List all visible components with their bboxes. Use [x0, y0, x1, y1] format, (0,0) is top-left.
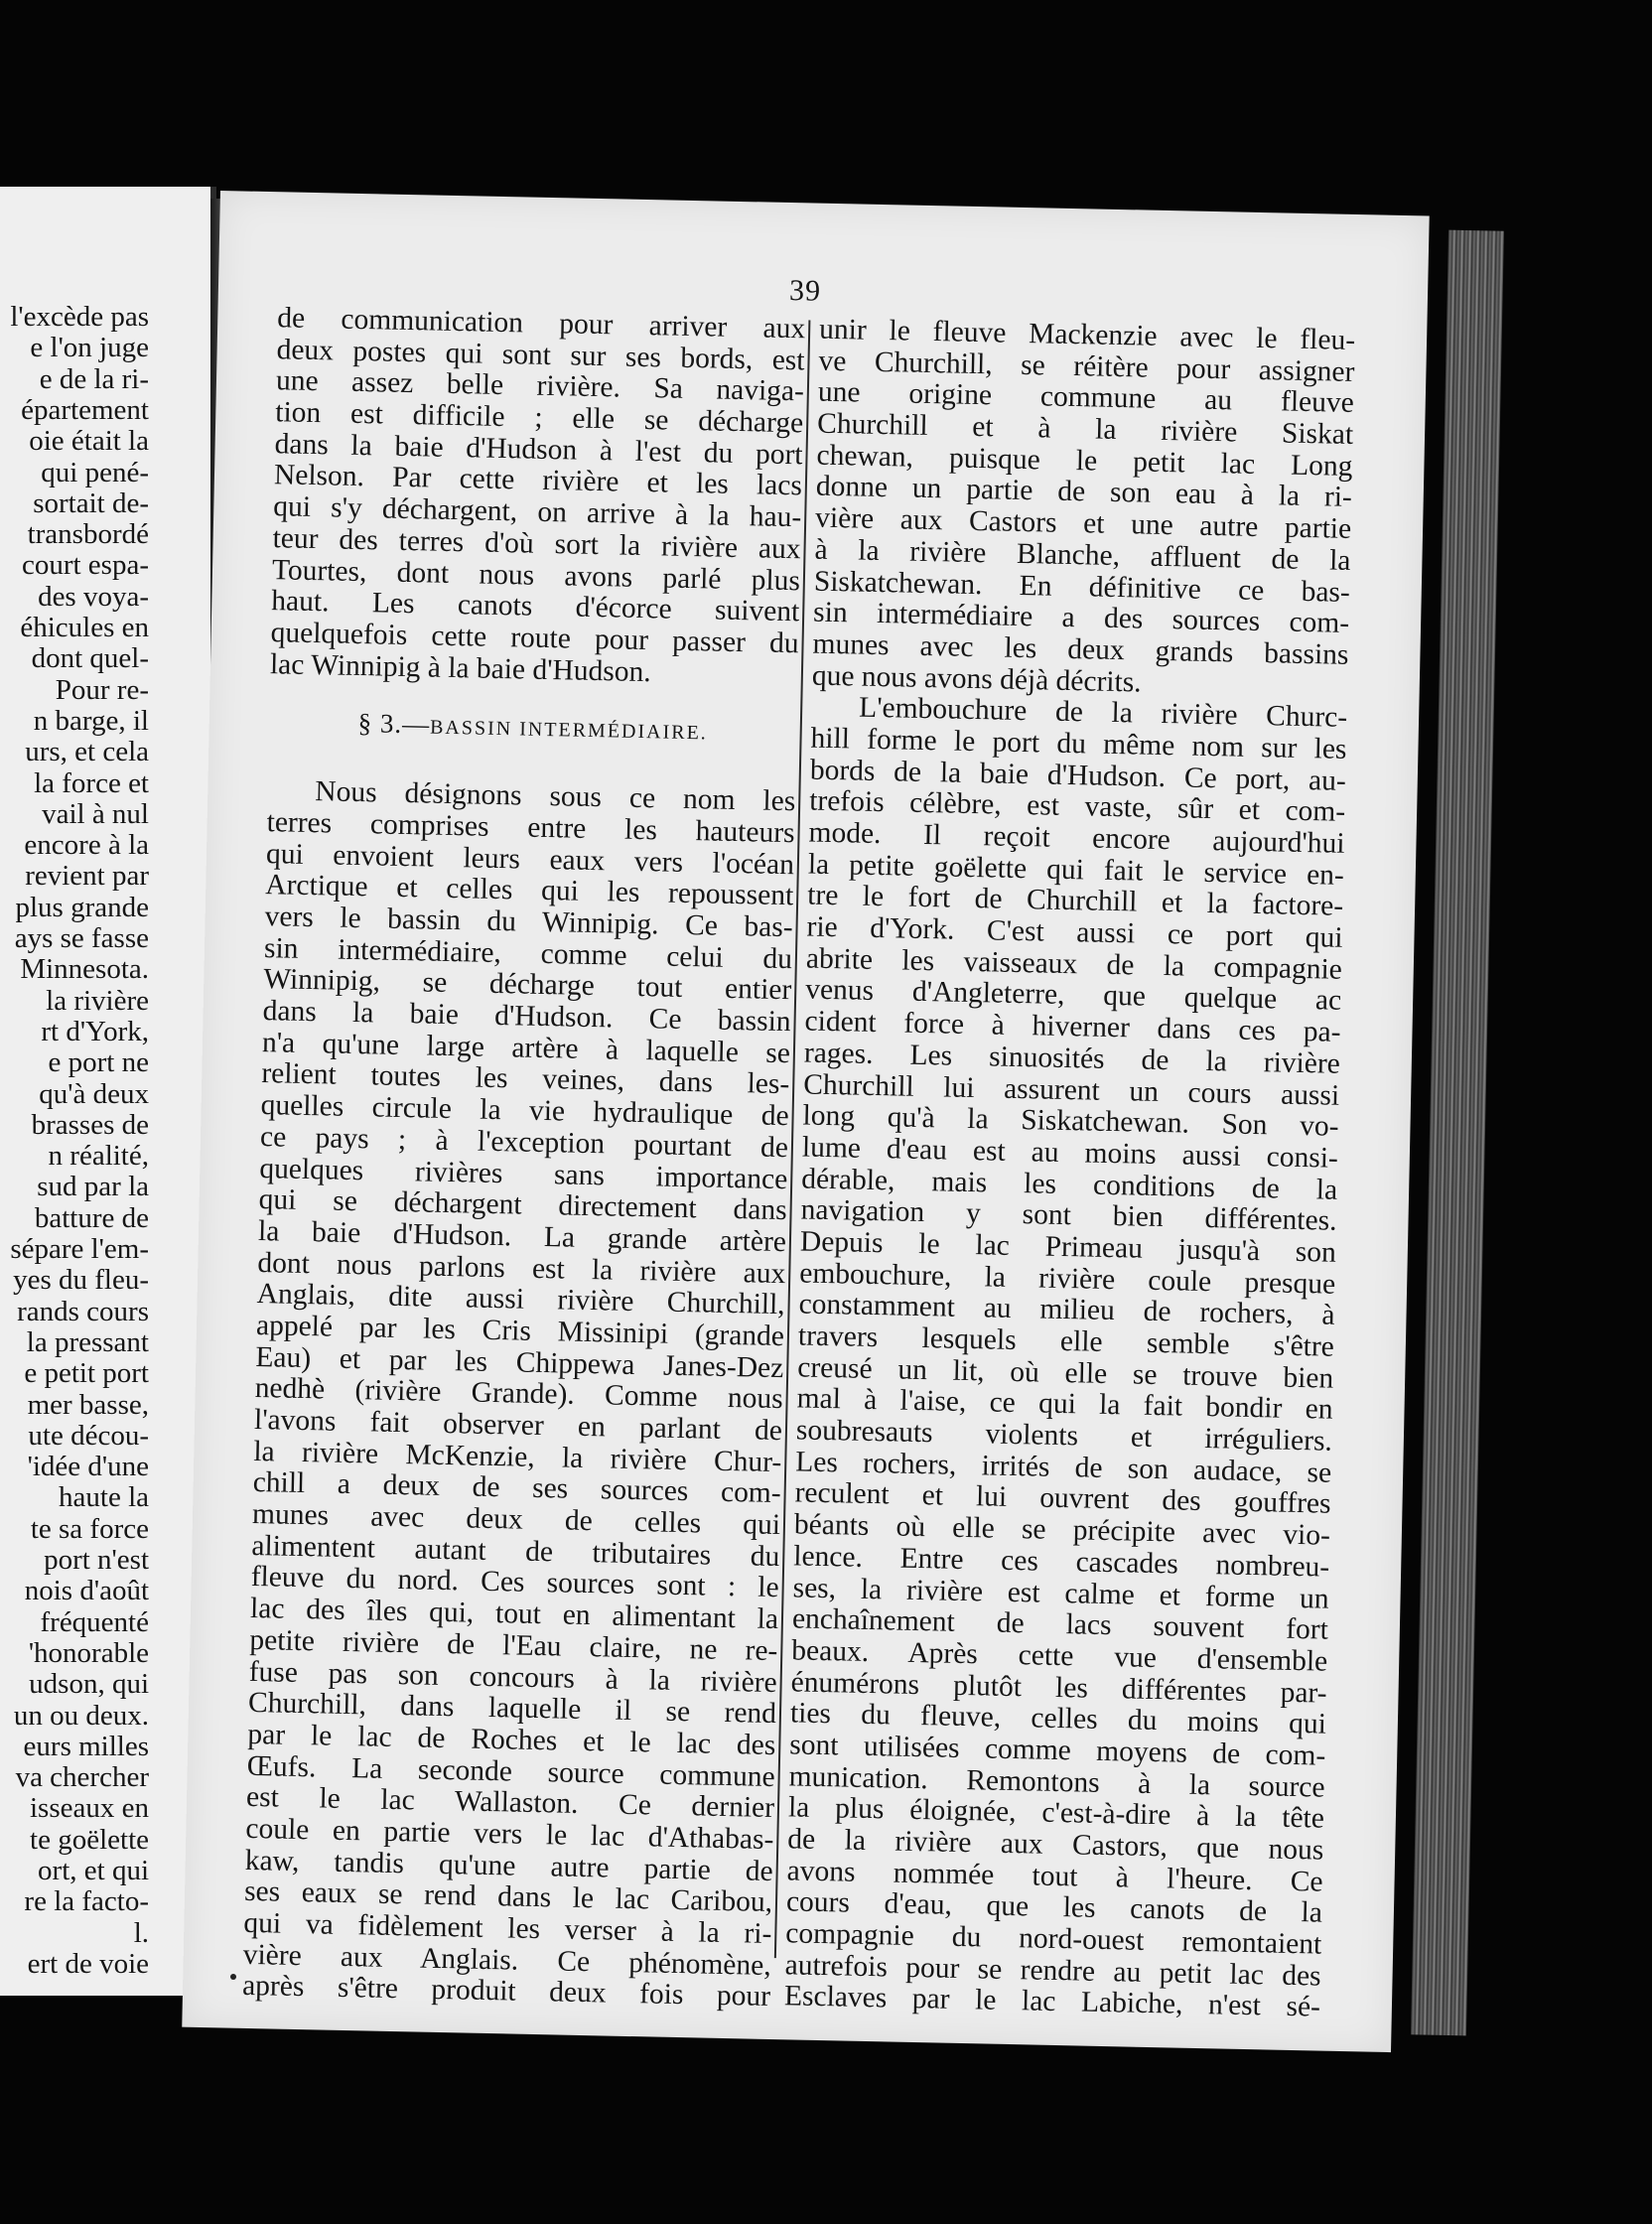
text-line: ce pays ; à l'exception pourtant de: [259, 1120, 789, 1164]
text-line: dont nous parlons est la rivière aux: [257, 1246, 786, 1290]
text-line: Churchill lui assurent un cours aussi: [802, 1068, 1340, 1112]
text-line: appelé par les Cris Missinipi (grande: [255, 1309, 785, 1353]
text-line: reculent et lui ouvrent des gouffres: [794, 1476, 1331, 1521]
text-line: lac Winnipig à la baie d'Hudson.: [269, 647, 651, 688]
section-number: § 3.—: [357, 708, 431, 740]
text-line: une origine commune au fleuve: [817, 376, 1355, 420]
previous-page-line: revient par: [25, 860, 149, 893]
text-line: de la rivière aux Castors, que nous: [787, 1823, 1324, 1867]
text-line: qui s'y déchargent, on arrive à la hau-: [273, 490, 802, 534]
text-line: quelles circule la vie hydraulique de: [260, 1089, 789, 1133]
previous-page-line: rands cours: [17, 1295, 149, 1327]
text-line: munication. Remontons à la source: [788, 1759, 1325, 1804]
text-line: Esclaves par le lac Labiche, n'est sé-: [783, 1980, 1321, 2024]
text-line: Churchill, dans laquelle il se rend: [247, 1687, 777, 1731]
text-line: qui se déchargent directement dans: [258, 1183, 787, 1227]
previous-page-line: urs, et cela: [25, 736, 149, 768]
text-line: Tourtes, dont nous avons parlé plus: [271, 553, 801, 597]
text-line: dérable, mais les conditions de la: [800, 1163, 1338, 1206]
left-text-column: [242, 303, 806, 2014]
previous-page-line: éhicules en: [20, 612, 149, 643]
previous-page-line: dont quel-: [31, 642, 149, 675]
text-line: sont utilisées comme moyens de com-: [789, 1729, 1326, 1772]
previous-page-line: n barge, il: [33, 704, 149, 737]
previous-page-line: plus grande: [15, 891, 149, 923]
text-line: lac des îles qui, tout en alimentant la: [249, 1593, 779, 1636]
previous-page-line: haute la: [59, 1481, 149, 1514]
text-line: Nous désignons sous ce nom les: [315, 775, 796, 818]
text-line: chewan, puisque le petit lac Long: [816, 439, 1353, 483]
section-title: BASSIN INTERMÉDIAIRE.: [429, 716, 709, 745]
paragraph-churchill-port: [784, 692, 1348, 2024]
text-line: est le lac Wallaston. Ce dernier: [245, 1781, 775, 1825]
text-line: terres comprises entre les hauteurs: [266, 806, 795, 850]
section-heading: [268, 706, 797, 757]
previous-page-line: encore à la: [24, 829, 149, 862]
text-line: donne un partie de son eau à la ri-: [815, 471, 1353, 514]
previous-page-line: des voya-: [38, 580, 149, 613]
previous-page-line: mer basse,: [27, 1388, 149, 1421]
text-line: Eau) et par les Chippewa Janes-Dez: [255, 1340, 784, 1384]
previous-page-line: qui pené-: [41, 456, 149, 488]
text-line: la petite goëlette qui fait le service en-: [807, 848, 1345, 892]
previous-page-line: vail à nul: [42, 797, 149, 830]
text-line: autrefois pour se rendre au petit lac des: [784, 1949, 1321, 1993]
text-line: haut. Les canots d'écorce suivent: [271, 585, 800, 628]
text-line: hill forme le port du même nom sur les: [810, 722, 1347, 765]
previous-page-line: sud par la: [37, 1171, 149, 1203]
text-line: Winnipig, se décharge tout entier: [263, 963, 792, 1007]
text-line: enchaînement de lacs souvent fort: [791, 1602, 1329, 1646]
text-line: de communication pour arriver aux: [276, 302, 806, 346]
text-line: chill a deux de ses sources com-: [252, 1466, 781, 1510]
text-line: beaux. Après cette vue d'ensemble: [791, 1634, 1328, 1678]
previous-page-line: Minnesota.: [20, 953, 149, 986]
previous-page-line: port n'est: [44, 1544, 149, 1576]
text-line: rages. Les sinuosités de la rivière: [803, 1037, 1341, 1080]
previous-page-line: brasses de: [31, 1108, 149, 1141]
text-line: mode. Il reçoit encore aujourd'hui: [808, 816, 1345, 860]
text-line: coule en partie vers le lac d'Athabas-: [245, 1812, 774, 1856]
text-line: long qu'à la Siskatchewan. Son vo-: [802, 1099, 1339, 1143]
text-line: munes avec les deux grands bassins: [812, 627, 1349, 671]
text-line: ses, la rivière est calme et forme un: [792, 1571, 1329, 1615]
previous-page-line: oie était la: [29, 425, 149, 458]
previous-page-line: la rivière: [46, 984, 149, 1017]
paragraph-bassin-intermediaire: [242, 775, 796, 2014]
text-line: navigation y sont bien différentes.: [800, 1193, 1337, 1238]
text-line: ties du fleuve, celles du moins qui: [789, 1697, 1327, 1740]
text-line: quelquefois cette route pour passer du: [270, 617, 799, 660]
text-line: deux postes qui sont sur ses bords, est: [276, 333, 805, 377]
previous-page-line: qu'à deux: [39, 1077, 149, 1110]
text-line: qui va fidèlement les verser à la ri-: [243, 1906, 772, 1951]
previous-page-line: fréquenté: [40, 1605, 149, 1638]
text-line: l'avons fait observer en parlant de: [253, 1403, 783, 1448]
previous-page-line: ays se fasse: [14, 922, 149, 954]
text-line: avons nommée tout à l'heure. Ce: [786, 1855, 1323, 1898]
text-line: la plus éloignée, c'est-à-dire à la tête: [787, 1791, 1325, 1835]
text-line: fleuve du nord. Ces sources sont : le: [250, 1561, 779, 1604]
previous-page-line: yes du fleu-: [13, 1264, 149, 1297]
previous-page-line: 'idée d'une: [27, 1451, 149, 1483]
text-line: rie d'York. C'est aussi ce port qui: [806, 910, 1343, 954]
text-line: vière aux Castors et une autre partie: [814, 501, 1352, 546]
previous-page-line: isseaux en: [30, 1792, 149, 1825]
previous-page-line: un ou deux.: [13, 1699, 149, 1732]
paragraph-common-origin: [812, 315, 1356, 703]
text-line: lence. Entre ces cascades nombreu-: [792, 1540, 1330, 1584]
text-line: la baie d'Hudson. La grande artère: [257, 1214, 787, 1259]
previous-page-line: l.: [133, 1916, 149, 1949]
text-line: petite rivière de l'Eau claire, ne re-: [249, 1623, 778, 1667]
text-line: tion est difficile ; elle se décharge: [275, 396, 804, 440]
text-line: vers le bassin du Winnipig. Ce bas-: [264, 901, 793, 944]
text-line: Œufs. La seconde source commune: [246, 1749, 775, 1793]
text-line: Arctique et celles qui les repoussent: [265, 869, 794, 912]
text-line: kaw, tandis qu'une autre partie de: [244, 1844, 774, 1887]
previous-page-line: la force et: [34, 766, 149, 799]
text-line: que nous avons déjà décrits.: [811, 659, 1142, 699]
text-line: constamment au milieu de rochers, à: [798, 1288, 1335, 1332]
previous-page-line: ort, et qui: [38, 1855, 149, 1886]
text-line: Depuis le lac Primeau jusqu'à son: [799, 1225, 1337, 1269]
previous-page-line: batture de: [34, 1201, 149, 1234]
previous-page-line: e l'on juge: [30, 332, 149, 364]
previous-page-line: udson, qui: [29, 1668, 149, 1701]
text-line: mal à l'aise, ce qui la fait bondir en: [796, 1382, 1333, 1427]
text-line: bords de la baie d'Hudson. Ce port, au-: [809, 754, 1347, 797]
text-line: Siskatchewan. En définitive ce bas-: [813, 565, 1351, 609]
text-line: cident force à hiverner dans ces pa-: [804, 1005, 1341, 1048]
previous-page-line: l'excède pas: [10, 301, 149, 333]
text-line: sin intermédiaire, comme celui du: [263, 931, 793, 975]
text-line: dans la baie d'Hudson. Ce bassin: [262, 995, 791, 1039]
previous-page-line: e de la ri-: [39, 362, 149, 395]
previous-page-line: te goëlette: [30, 1823, 149, 1856]
previous-page-line: va chercher: [15, 1761, 149, 1794]
text-line: à la rivière Blanche, affluent de la: [814, 533, 1351, 577]
text-line: trefois célèbre, est vaste, sûr et com-: [808, 784, 1346, 829]
text-line: nedhè (rivière Grande). Comme nous: [254, 1372, 783, 1416]
text-line: abrite les vaisseaux de la compagnie: [805, 942, 1343, 986]
text-line: cours d'eau, que les canots de la: [785, 1885, 1323, 1929]
text-line: L'embouchure de la rivière Churc-: [858, 691, 1348, 735]
previous-page-line: 'honorable: [28, 1636, 149, 1669]
text-line: énumérons plutôt les différentes par-: [790, 1665, 1327, 1710]
text-line: relient toutes les veines, dans les-: [261, 1057, 790, 1101]
text-line: n'a qu'une large artère à laquelle se: [261, 1026, 791, 1069]
previous-page-line: sépare l'em-: [10, 1233, 149, 1265]
previous-page-fragment: [0, 187, 216, 1996]
previous-page-line: e petit port: [24, 1357, 149, 1390]
previous-page-line: ute décou-: [28, 1419, 149, 1452]
previous-page-line: te sa force: [30, 1512, 149, 1545]
text-line: qui envoient leurs eaux vers l'océan: [265, 837, 795, 881]
paragraph-communication-route: [270, 303, 806, 691]
text-line: vière aux Anglais. Ce phénomène,: [242, 1938, 772, 1982]
page-number: 39: [788, 274, 822, 308]
text-line: ses eaux se rend dans le lac Caribou,: [243, 1876, 773, 1919]
text-line: Anglais, dite aussi rivière Churchill,: [256, 1278, 785, 1321]
book-page: [182, 191, 1429, 2052]
text-line: munes avec deux de celles qui: [251, 1498, 781, 1542]
text-line: creusé un lit, où elle se trouve bien: [796, 1351, 1334, 1395]
previous-page-line: e port ne: [48, 1046, 149, 1079]
previous-page-line: ert de voie: [27, 1947, 149, 1980]
previous-page-line: nois d'août: [24, 1575, 149, 1607]
text-line: fuse pas son concours à la rivière: [248, 1655, 777, 1699]
previous-page-line: transbordé: [27, 518, 149, 551]
previous-page-line: Pour re-: [55, 673, 149, 706]
right-text-column: [784, 315, 1356, 2024]
previous-page-line: eurs milles: [23, 1730, 149, 1762]
text-line: alimentent autant de tributaires du: [251, 1529, 780, 1573]
previous-page-line: court espa-: [21, 549, 149, 582]
previous-page-line: re la facto-: [24, 1885, 149, 1918]
previous-page-line: épartement: [21, 393, 149, 426]
text-line: tre le fort de Churchill et la factore-: [806, 879, 1344, 923]
text-line: teur des terres d'où sort la rivière aux: [272, 521, 801, 566]
previous-page-line: la pressant: [26, 1325, 149, 1358]
ink-speck: [230, 1974, 236, 1980]
text-line: embouchure, la rivière coule presque: [798, 1257, 1336, 1301]
text-line: ve Churchill, se réitère pour assigner: [818, 345, 1355, 388]
text-line: Churchill et à la rivière Siskat: [816, 407, 1354, 452]
text-line: Les rochers, irrités de son audace, se: [794, 1446, 1332, 1489]
text-line: venus d'Angleterre, que quelque ac: [804, 973, 1342, 1018]
text-line: par le lac de Roches et le lac des: [247, 1718, 776, 1761]
text-line: quelques rivières sans importance: [259, 1152, 788, 1195]
text-line: compagnie du nord-ouest remontaient: [785, 1917, 1322, 1961]
text-line: soubresauts violents et irréguliers.: [795, 1414, 1333, 1458]
text-line: travers lesquels elle semble s'être: [797, 1320, 1335, 1363]
text-line: sin intermédiaire a des sources com-: [812, 596, 1350, 640]
text-line: une assez belle rivière. Sa naviga-: [275, 364, 805, 408]
text-line: Nelson. Par cette rivière et les lacs: [273, 459, 803, 502]
previous-page-line: n réalité,: [48, 1140, 149, 1173]
previous-page-line: sortait de-: [33, 486, 149, 519]
previous-page-line: rt d'York,: [41, 1015, 149, 1047]
text-line: la rivière McKenzie, la rivière Chur-: [253, 1435, 782, 1478]
text-line: unir le fleuve Mackenzie avec le fleu-: [818, 313, 1356, 356]
text-line: dans la baie d'Hudson à l'est du port: [274, 427, 803, 472]
text-line: après s'être produit deux fois pour: [241, 1970, 771, 2014]
text-line: lume d'eau est au moins aussi consi-: [801, 1131, 1339, 1175]
text-line: béants où elle se précipite avec vio-: [793, 1508, 1331, 1552]
